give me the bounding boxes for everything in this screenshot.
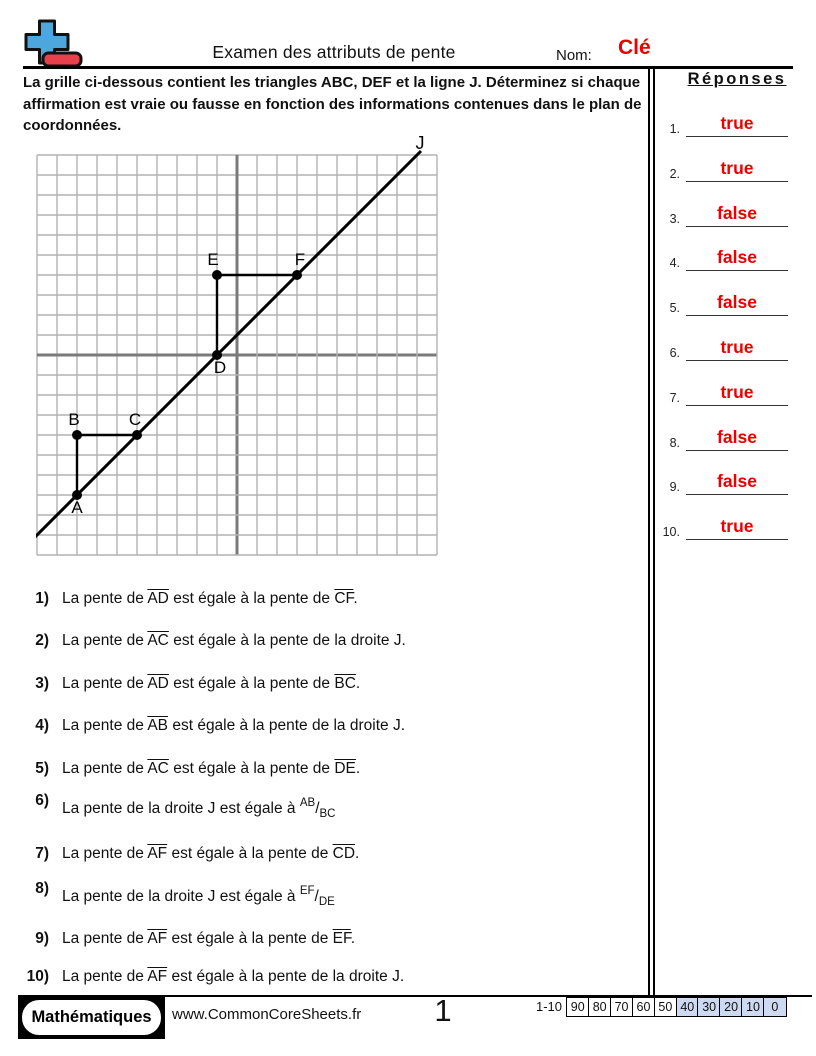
point-label-E: E: [207, 250, 219, 269]
text-run: est égale à la pente de la droite J.: [168, 632, 406, 649]
text-run: /: [314, 888, 319, 905]
answer-blank-line: [686, 181, 788, 182]
score-cell-40: 40: [676, 997, 700, 1017]
subject-badge: [18, 997, 165, 1039]
text-run: La pente de la droite J est égale à: [62, 800, 300, 817]
text-run: est égale à la pente de la droite J.: [168, 717, 405, 734]
answer-value: false: [717, 471, 757, 492]
text-run: est égale à la pente de: [167, 930, 333, 947]
point-label-B: B: [68, 410, 80, 429]
text-run: La pente de: [62, 717, 148, 734]
answer-blank-line: [686, 270, 788, 271]
line-J-label: J: [415, 134, 425, 153]
answer-blank-line: [686, 539, 788, 540]
website-url: www.CommonCoreSheets.fr: [172, 1006, 362, 1023]
question-text: [62, 632, 406, 649]
answer-value: false: [717, 202, 757, 223]
question-2: [23, 630, 645, 651]
text-run: La pente de: [62, 632, 148, 649]
question-text: [62, 590, 358, 607]
text-run: .: [350, 930, 356, 947]
answer-value: true: [720, 516, 754, 537]
fraction-numerator: AB: [299, 797, 316, 809]
answer-key-label: Clé: [618, 36, 651, 59]
score-cell-70: 70: [610, 997, 634, 1017]
answer-number: 9.: [669, 480, 680, 495]
point-label-F: F: [294, 250, 306, 269]
text-run: est égale à la pente de: [168, 590, 335, 607]
segment-name: $\overline{AD}$: [147, 675, 169, 692]
subject-badge-label: Mathématiques: [22, 1000, 161, 1035]
point-label-A: A: [71, 498, 83, 517]
question-text: [62, 885, 335, 908]
question-text: [62, 845, 359, 862]
fraction-denominator: BC: [319, 808, 336, 820]
score-range-label: 1-10: [536, 999, 563, 1014]
score-cell-10: 10: [741, 997, 765, 1017]
answer-number: 5.: [669, 301, 680, 316]
answer-value: true: [720, 337, 754, 357]
answer-number: 2.: [669, 166, 680, 181]
answer-number: 8.: [669, 435, 680, 450]
text-run: /: [315, 800, 320, 817]
line-J: [36, 151, 421, 540]
question-text: [62, 675, 360, 692]
point-F: [292, 270, 302, 280]
text-run: .: [353, 590, 358, 607]
answer-row-7: [652, 376, 802, 406]
score-cell-80: 80: [588, 997, 612, 1017]
question-text: [62, 760, 360, 777]
text-run: .: [355, 760, 361, 777]
text-run: La pente de: [62, 845, 148, 862]
answer-blank-line: [686, 405, 788, 406]
score-cell-60: 60: [632, 997, 656, 1017]
answer-blank-line: [686, 136, 788, 137]
fraction-numerator: EF: [299, 885, 315, 897]
text-run: La pente de: [62, 675, 148, 692]
segment-name: $\overline{AF}$: [147, 845, 168, 862]
point-E: [212, 270, 222, 280]
point-label-C: C: [128, 410, 142, 429]
header-rule: [23, 66, 793, 69]
segment-name: $\overline{AD}$: [147, 590, 169, 607]
answer-row-1: [652, 107, 802, 137]
text-run: est égale à la pente de: [168, 675, 335, 692]
segment-name: $\overline{AC}$: [147, 632, 169, 649]
answer-number: 7.: [669, 390, 680, 405]
question-4: [23, 715, 645, 736]
answer-row-10: [652, 510, 802, 540]
text-run: est égale à la pente de: [167, 845, 333, 862]
score-cell-50: 50: [654, 997, 678, 1017]
answer-value: false: [717, 292, 757, 313]
question-text: [62, 968, 404, 985]
question-5: [23, 758, 645, 779]
answer-number: 4.: [669, 256, 680, 271]
question-number: 10): [26, 968, 49, 985]
question-1: [23, 588, 645, 609]
text-run: La pente de la droite J est égale à: [62, 888, 300, 905]
segment-name: $\overline{AF}$: [147, 968, 168, 985]
score-cell-90: 90: [566, 997, 590, 1017]
segment-name: $\overline{CD}$: [332, 845, 356, 862]
name-label: Nom:: [556, 47, 592, 64]
question-number: 7): [35, 845, 49, 862]
segment-name: $\overline{AB}$: [147, 717, 169, 734]
answer-row-2: [652, 152, 802, 182]
answer-value: false: [717, 247, 757, 268]
question-text: [62, 797, 336, 820]
score-cell-0: 0: [763, 997, 787, 1017]
question-8: [23, 880, 645, 909]
point-B: [72, 430, 82, 440]
point-C: [132, 430, 142, 440]
text-run: La pente de: [62, 930, 148, 947]
fraction-denominator: DE: [318, 896, 335, 908]
score-cell-30: 30: [697, 997, 721, 1017]
coordinate-grid: [36, 134, 438, 556]
answer-row-5: [652, 286, 802, 316]
answer-blank-line: [686, 226, 788, 227]
point-label-D: D: [213, 358, 227, 377]
text-run: est égale à la pente de la droite J.: [167, 968, 405, 985]
answer-row-9: [652, 465, 802, 495]
answer-number: 1.: [669, 122, 680, 136]
instructions-text: La grille ci-dessous contient les triangles ABC, DEF et la ligne J. Déterminez si chaque affirmation est vraie ou fausse en fonction des informations contenues dans le plan de coordonnées.: [23, 74, 642, 134]
answer-value: false: [717, 426, 757, 447]
question-9: [23, 928, 645, 949]
question-number: 1): [35, 590, 49, 607]
question-number: 8): [35, 880, 49, 897]
answer-blank-line: [686, 494, 788, 495]
question-number: 4): [35, 717, 49, 734]
answer-number: 3.: [669, 211, 680, 226]
question-number: 3): [35, 675, 49, 692]
answer-row-4: [652, 241, 802, 271]
question-number: 5): [35, 760, 49, 777]
answer-value: true: [720, 113, 754, 133]
question-3: [23, 673, 645, 694]
answer-row-8: [652, 421, 802, 451]
answer-value: true: [720, 381, 754, 402]
question-7: [23, 843, 645, 864]
answer-blank-line: [686, 315, 788, 316]
answer-number: 6.: [669, 346, 680, 360]
segment-name: $\overline{DE}$: [334, 760, 356, 777]
page-title: Examen des attributs de pente: [212, 42, 456, 62]
answer-row-6: [652, 331, 802, 361]
text-run: La pente de: [62, 590, 148, 607]
segment-name: $\overline{EF}$: [332, 930, 351, 947]
answer-row-3: [652, 197, 802, 227]
segment-name: $\overline{CF}$: [334, 590, 354, 607]
question-6: [23, 792, 645, 821]
answer-blank-line: [686, 450, 788, 451]
page-number: 1: [434, 993, 452, 1028]
text-run: .: [355, 845, 360, 862]
segment-name: $\overline{BC}$: [334, 675, 356, 692]
answers-title: Réponses: [687, 70, 787, 88]
answer-number: 10.: [662, 525, 680, 540]
text-run: .: [355, 675, 361, 692]
text-run: La pente de: [62, 968, 148, 985]
question-number: 9): [35, 930, 49, 947]
text-run: La pente de: [62, 760, 148, 777]
score-cell-20: 20: [719, 997, 743, 1017]
question-number: 6): [35, 792, 49, 809]
answer-value: true: [720, 157, 754, 178]
question-number: 2): [35, 632, 49, 649]
segment-name: $\overline{AF}$: [147, 930, 168, 947]
grading-table: [566, 997, 787, 1017]
question-text: [62, 930, 355, 947]
answer-blank-line: [686, 360, 788, 361]
question-text: [62, 717, 405, 734]
question-10: [23, 966, 645, 987]
text-run: est égale à la pente de: [168, 760, 335, 777]
segment-name: $\overline{AC}$: [147, 760, 169, 777]
